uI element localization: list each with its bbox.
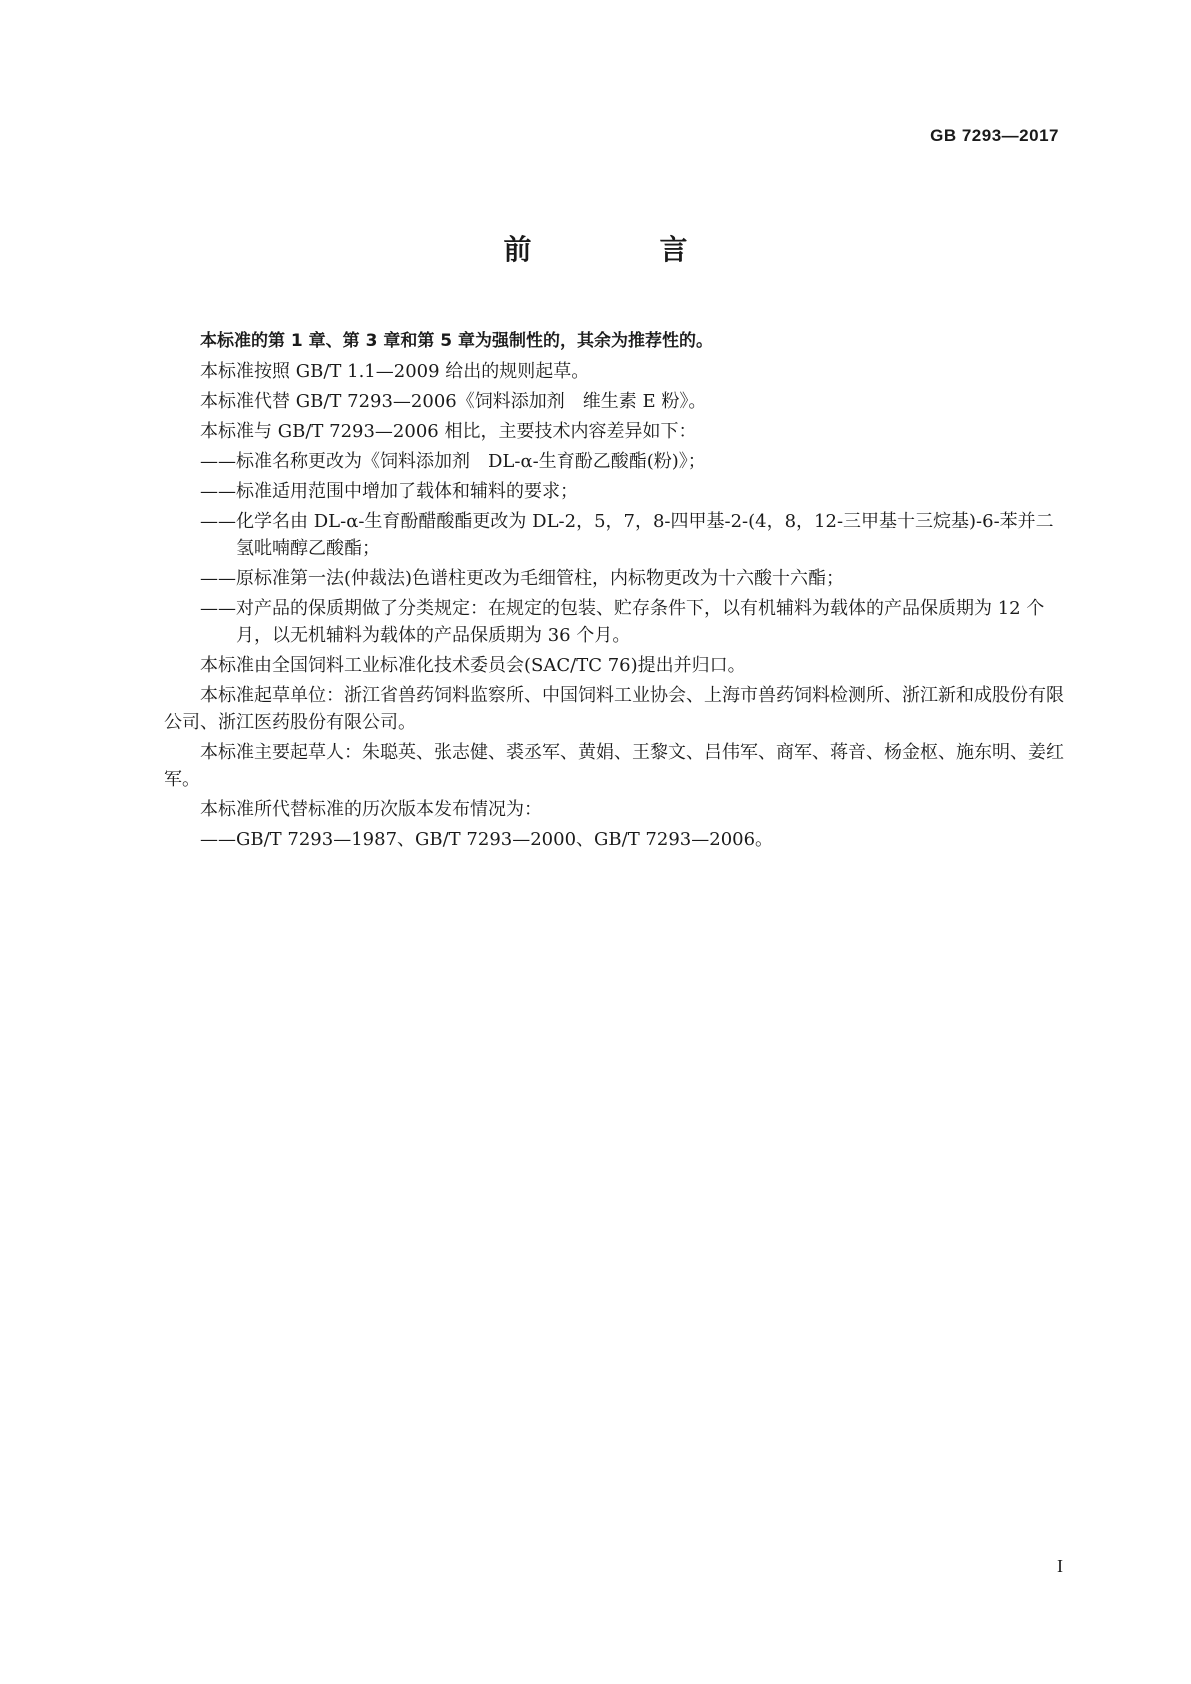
standard-code: GB 7293—2017 xyxy=(930,126,1059,145)
drafters-paragraph: 本标准主要起草人：朱聪英、张志健、裘丞军、黄娟、王黎文、吕伟军、商军、蒋音、杨金枢、施东明、姜红军。 xyxy=(164,742,1064,790)
drafting-units-paragraph: 本标准起草单位：浙江省兽药饲料监察所、中国饲料工业协会、上海市兽药饲料检测所、浙江新和成股份有限公司、浙江医药股份有限公司。 xyxy=(164,685,1064,733)
drafting-rules-paragraph: 本标准按照 GB/T 1.1—2009 给出的规则起草。 xyxy=(200,361,590,382)
page-number: I xyxy=(1057,1556,1063,1576)
change-item: ——标准名称更改为《饲料添加剂 DL-α-生育酚乙酸酯(粉)》； xyxy=(200,451,706,472)
history-item: ——GB/T 7293—1987、GB/T 7293—2000、GB/T 7293—2006。 xyxy=(200,829,774,850)
foreword-body xyxy=(164,328,1064,856)
changes-intro-paragraph: 本标准与 GB/T 7293—2006 相比，主要技术内容差异如下： xyxy=(200,421,697,442)
replaces-paragraph: 本标准代替 GB/T 7293—2006《饲料添加剂 维生素 E 粉》。 xyxy=(200,391,707,412)
change-item: ——化学名由 DL-α-生育酚醋酸酯更改为 DL-2，5，7，8-四甲基-2-(4，8，12-三甲基十三烷基)-6-苯并二氢吡喃醇乙酸酯； xyxy=(200,511,1054,559)
history-intro-paragraph: 本标准所代替标准的历次版本发布情况为： xyxy=(200,799,542,820)
change-item: ——对产品的保质期做了分类规定：在规定的包装、贮存条件下，以有机辅料为载体的产品保质期为 12 个月，以无机辅料为载体的产品保质期为 36 个月。 xyxy=(200,598,1045,646)
proposer-paragraph: 本标准由全国饲料工业标准化技术委员会(SAC/TC 76)提出并归口。 xyxy=(200,655,746,676)
page-title: 前 言 xyxy=(503,233,738,266)
change-item: ——标准适用范围中增加了载体和辅料的要求； xyxy=(200,481,578,502)
mandatory-statement: 本标准的第 1 章、第 3 章和第 5 章为强制性的，其余为推荐性的。 xyxy=(200,331,713,351)
change-item: ——原标准第一法(仲裁法)色谱柱更改为毛细管柱，内标物更改为十六酸十六酯； xyxy=(200,568,845,589)
